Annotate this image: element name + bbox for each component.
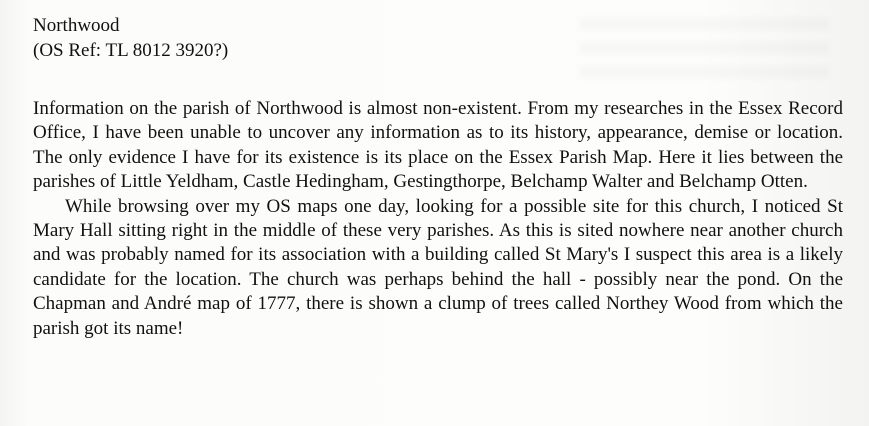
spacer <box>33 63 843 97</box>
document-title: Northwood <box>33 15 120 36</box>
paragraph-2: While browsing over my OS maps one day, looking for a possible site for this church, I noticed St Mary Hall sitting right in the middle of these very parishes. As this is sited nowhere near another church and was probably named for its association with a building called St Mary's I suspect this area is a likely candidate for the location. The church was perhaps behind the hall - possibly near the pond. On the Chapman and André map of 1777, there is shown a clump of trees called Northey Wood from which the parish got its name! <box>33 195 843 339</box>
paragraph-1: Information on the parish of Northwood is almost non-existent. From my researches in the Essex Record Office, I have been unable to uncover any information as to its history, appearance, demise or location. The only evidence I have for its existence is its place on the Essex Parish Map. Here it lies between the parishes of Little Yeldham, Castle Hedingham, Gestingthorpe, Belchamp Walter and Belchamp Otten. <box>33 98 843 193</box>
os-reference: (OS Ref: TL 8012 3920?) <box>33 40 229 61</box>
document-body <box>33 13 843 341</box>
